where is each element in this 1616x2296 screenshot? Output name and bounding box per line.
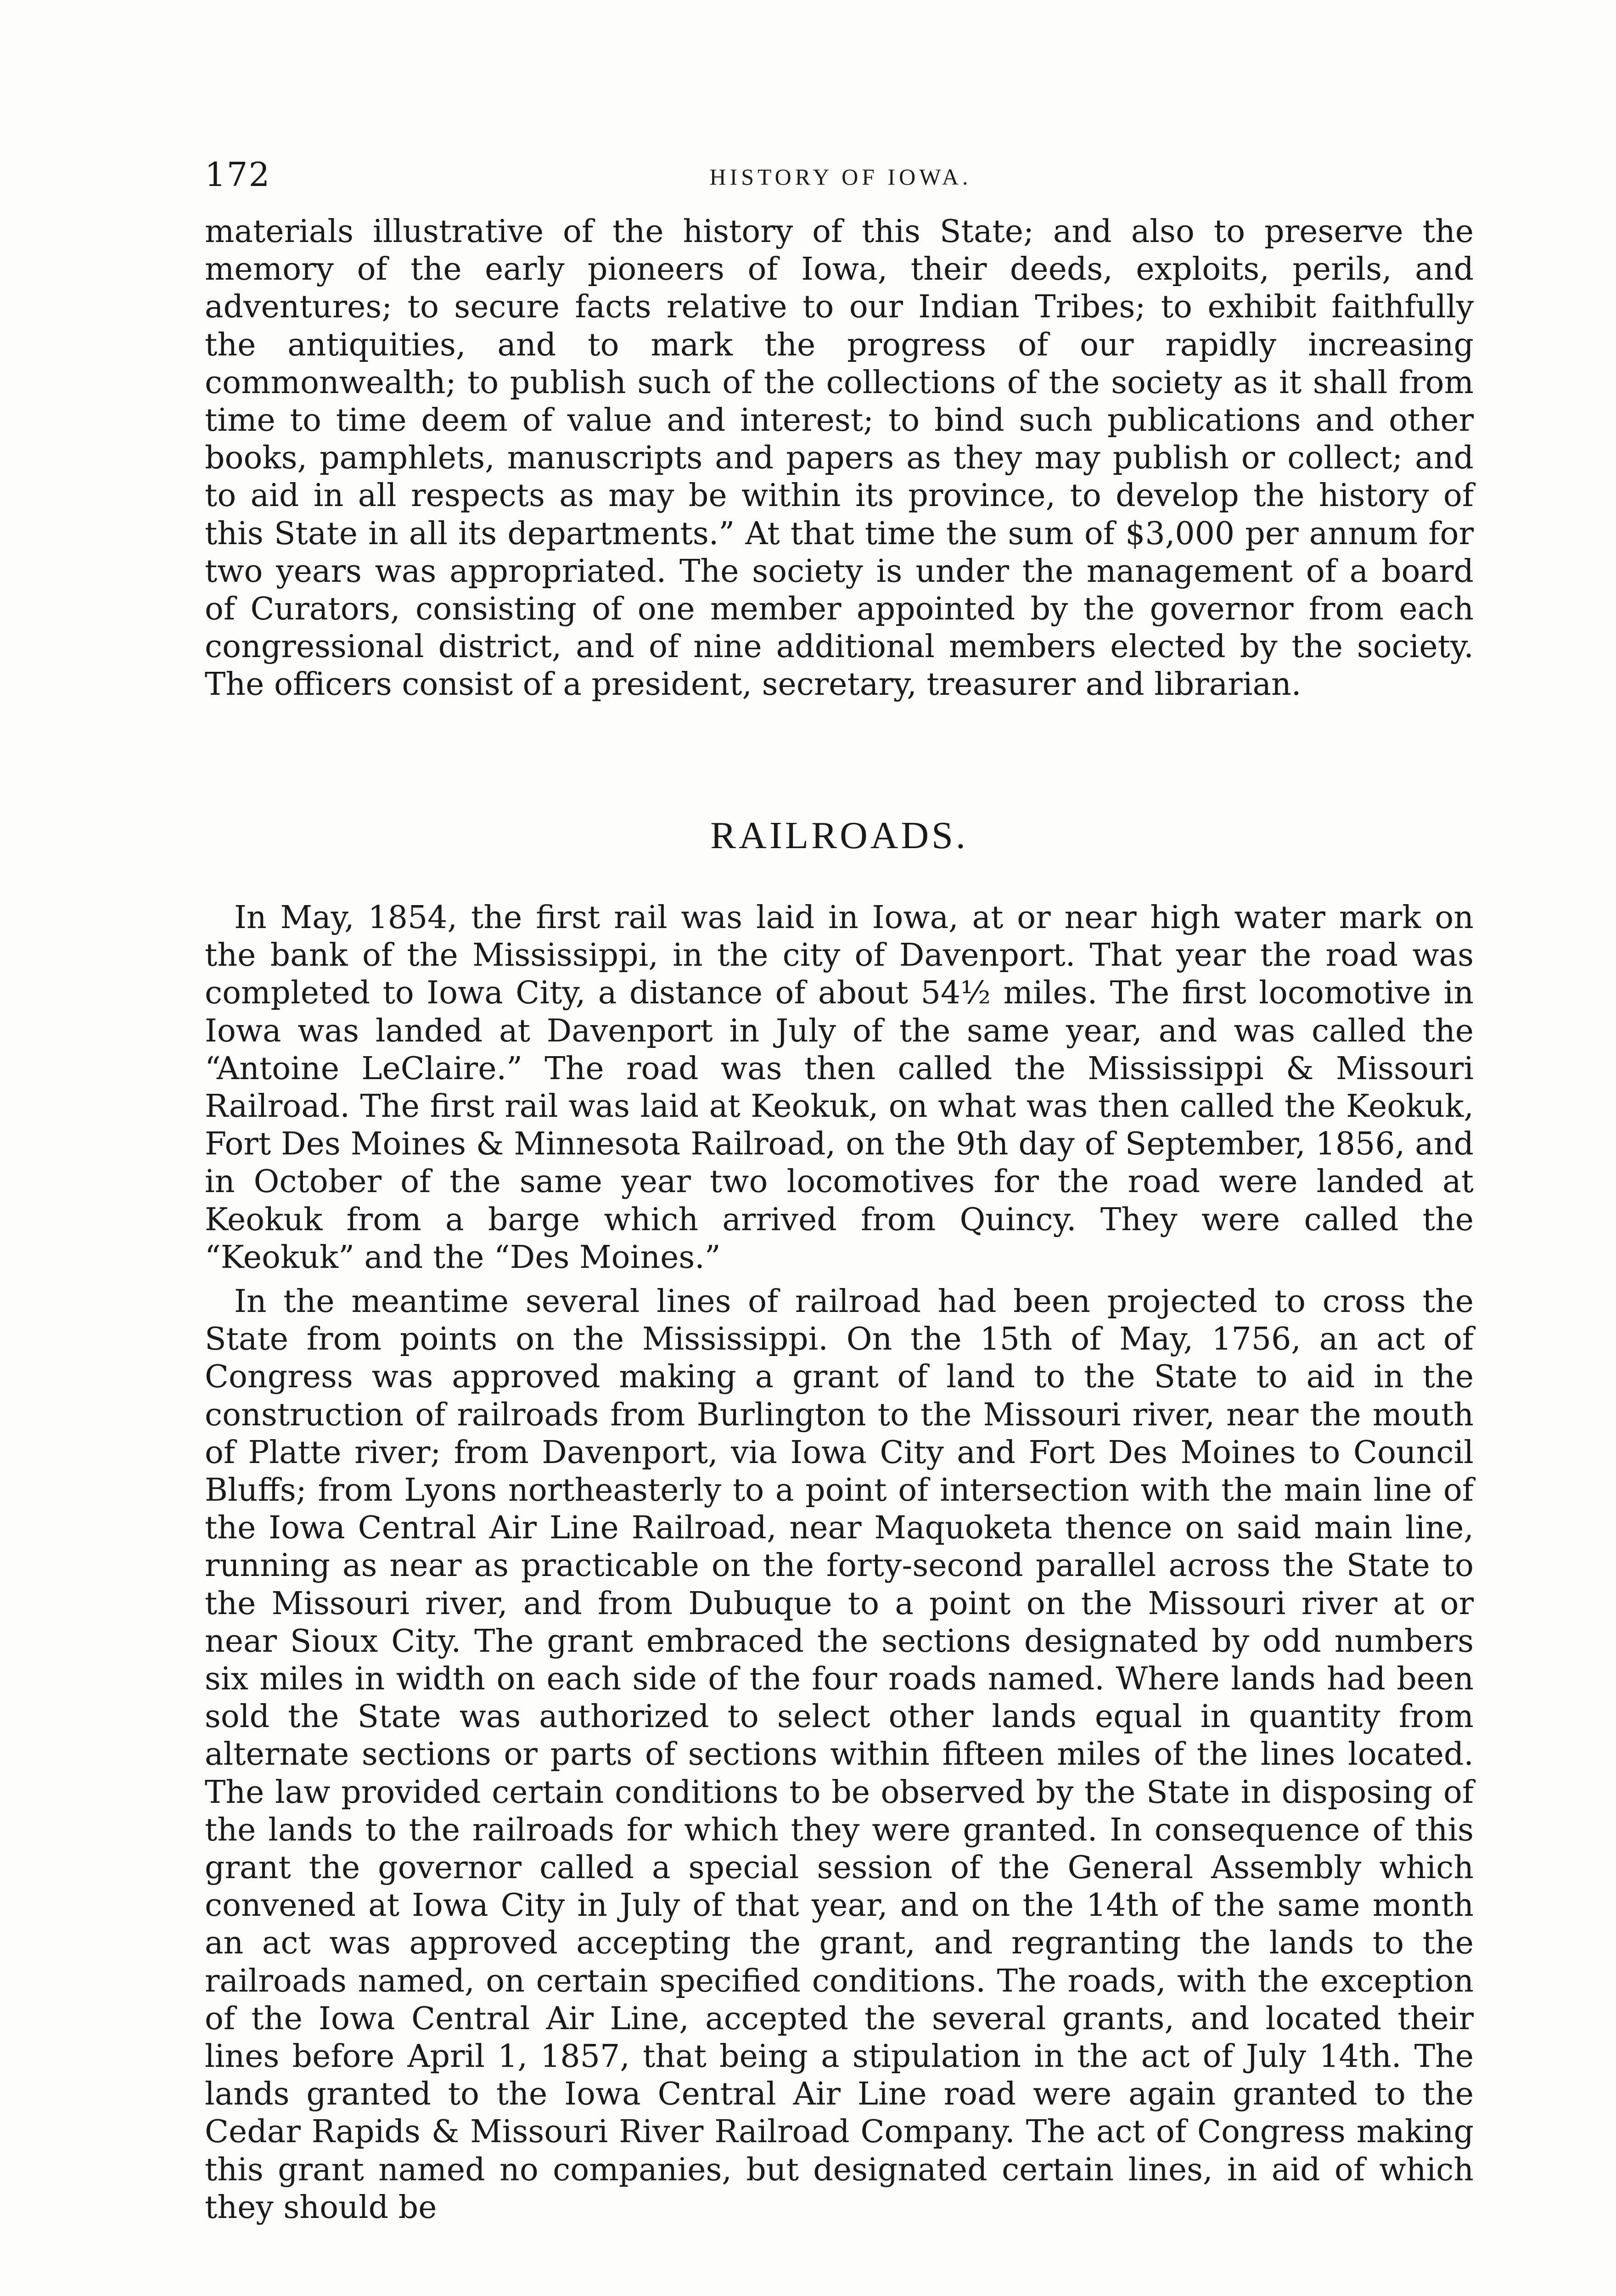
railroads-paragraph-2: In the meantime several lines of railroad had been projected to cross the State from points on the Mississippi. On the 15th of May, 1756, an act of Congress was approved making a grant of land to the State to aid in the construction of railroads from Burlington to the Missouri river, near the mouth of Platte river; from Davenport, via Iowa City and Fort Des Moines to Council Bluffs; from Lyons northeasterly to a point of intersection with the main line of the Iowa Central Air Line Railroad, near Maquoketa thence on said main line, running as near as practicable on the forty-second parallel across the State to the Missouri river, and from Dubuque to a point on the Missouri river at or near Sioux City. The grant embraced the sections designated by odd numbers six miles in width on each side of the four roads named. Where lands had been sold the State was authorized to select other lands equal in quantity from alternate sections or parts of sections within fifteen miles of the lines located. The law provided certain conditions to be observed by the State in disposing of the lands to the railroads for which they were granted. In consequence of this grant the governor called a special session of the General Assembly which convened at Iowa City in July of that year, and on the 14th of the same month an act was approved accepting the grant, and regranting the lands to the railroads named, on certain specified conditions. The roads, with the exception of the Iowa Central Air Line, accepted the several grants, and located their lines before April 1, 1857, that being a stipulation in the act of July 14th. The lands granted to the Iowa Central Air Line road were again granted to the Cedar Rapids & Missouri River Railroad Company. The act of Congress making this grant named no companies, but designated certain lines, in aid of which they should be [205,1283,1474,2226]
running-title: HISTORY OF IOWA. [709,164,972,190]
running-head [205,152,1476,202]
intro-paragraph: materials illustrative of the history of this State; and also to preserve the memory of the early pioneers of Iowa, their deeds, exploits, perils, and adventures; to secure facts relative to our Indian Tribes; to exhibit faithfully the antiquities, and to mark the progress of our rapidly increasing commonwealth; to publish such of the collections of the society as it shall from time to time deem of value and interest; to bind such publications and other books, pamphlets, manuscripts and papers as they may publish or collect; and to aid in all respects as may be within its province, to develop the history of this State in all its departments.” At that time the sum of $3,000 per annum for two years was appropriated. The society is under the management of a board of Curators, consisting of one member appointed by the governor from each congressional district, and of nine additional members elected by the society. The officers consist of a president, secretary, treasurer and librarian. [205,214,1474,703]
section-heading: RAILROADS. [710,814,968,857]
page-number: 172 [205,155,271,194]
railroads-paragraph-1: In May, 1854, the first rail was laid in Iowa, at or near high water mark on the bank of the Mississippi, in the city of Davenport. That year the road was completed to Iowa City, a distance of about 54½ miles. The first locomotive in Iowa was landed at Davenport in July of the same year, and was called the “Antoine LeClaire.” The road was then called the Mississippi & Missouri Railroad. The first rail was laid at Keokuk, on what was then called the Keokuk, Fort Des Moines & Minnesota Railroad, on the 9th day of September, 1856, and in October of the same year two locomotives for the road were landed at Keokuk from a barge which arrived from Quincy. They were called the “Keokuk” and the “Des Moines.” [205,900,1474,1276]
